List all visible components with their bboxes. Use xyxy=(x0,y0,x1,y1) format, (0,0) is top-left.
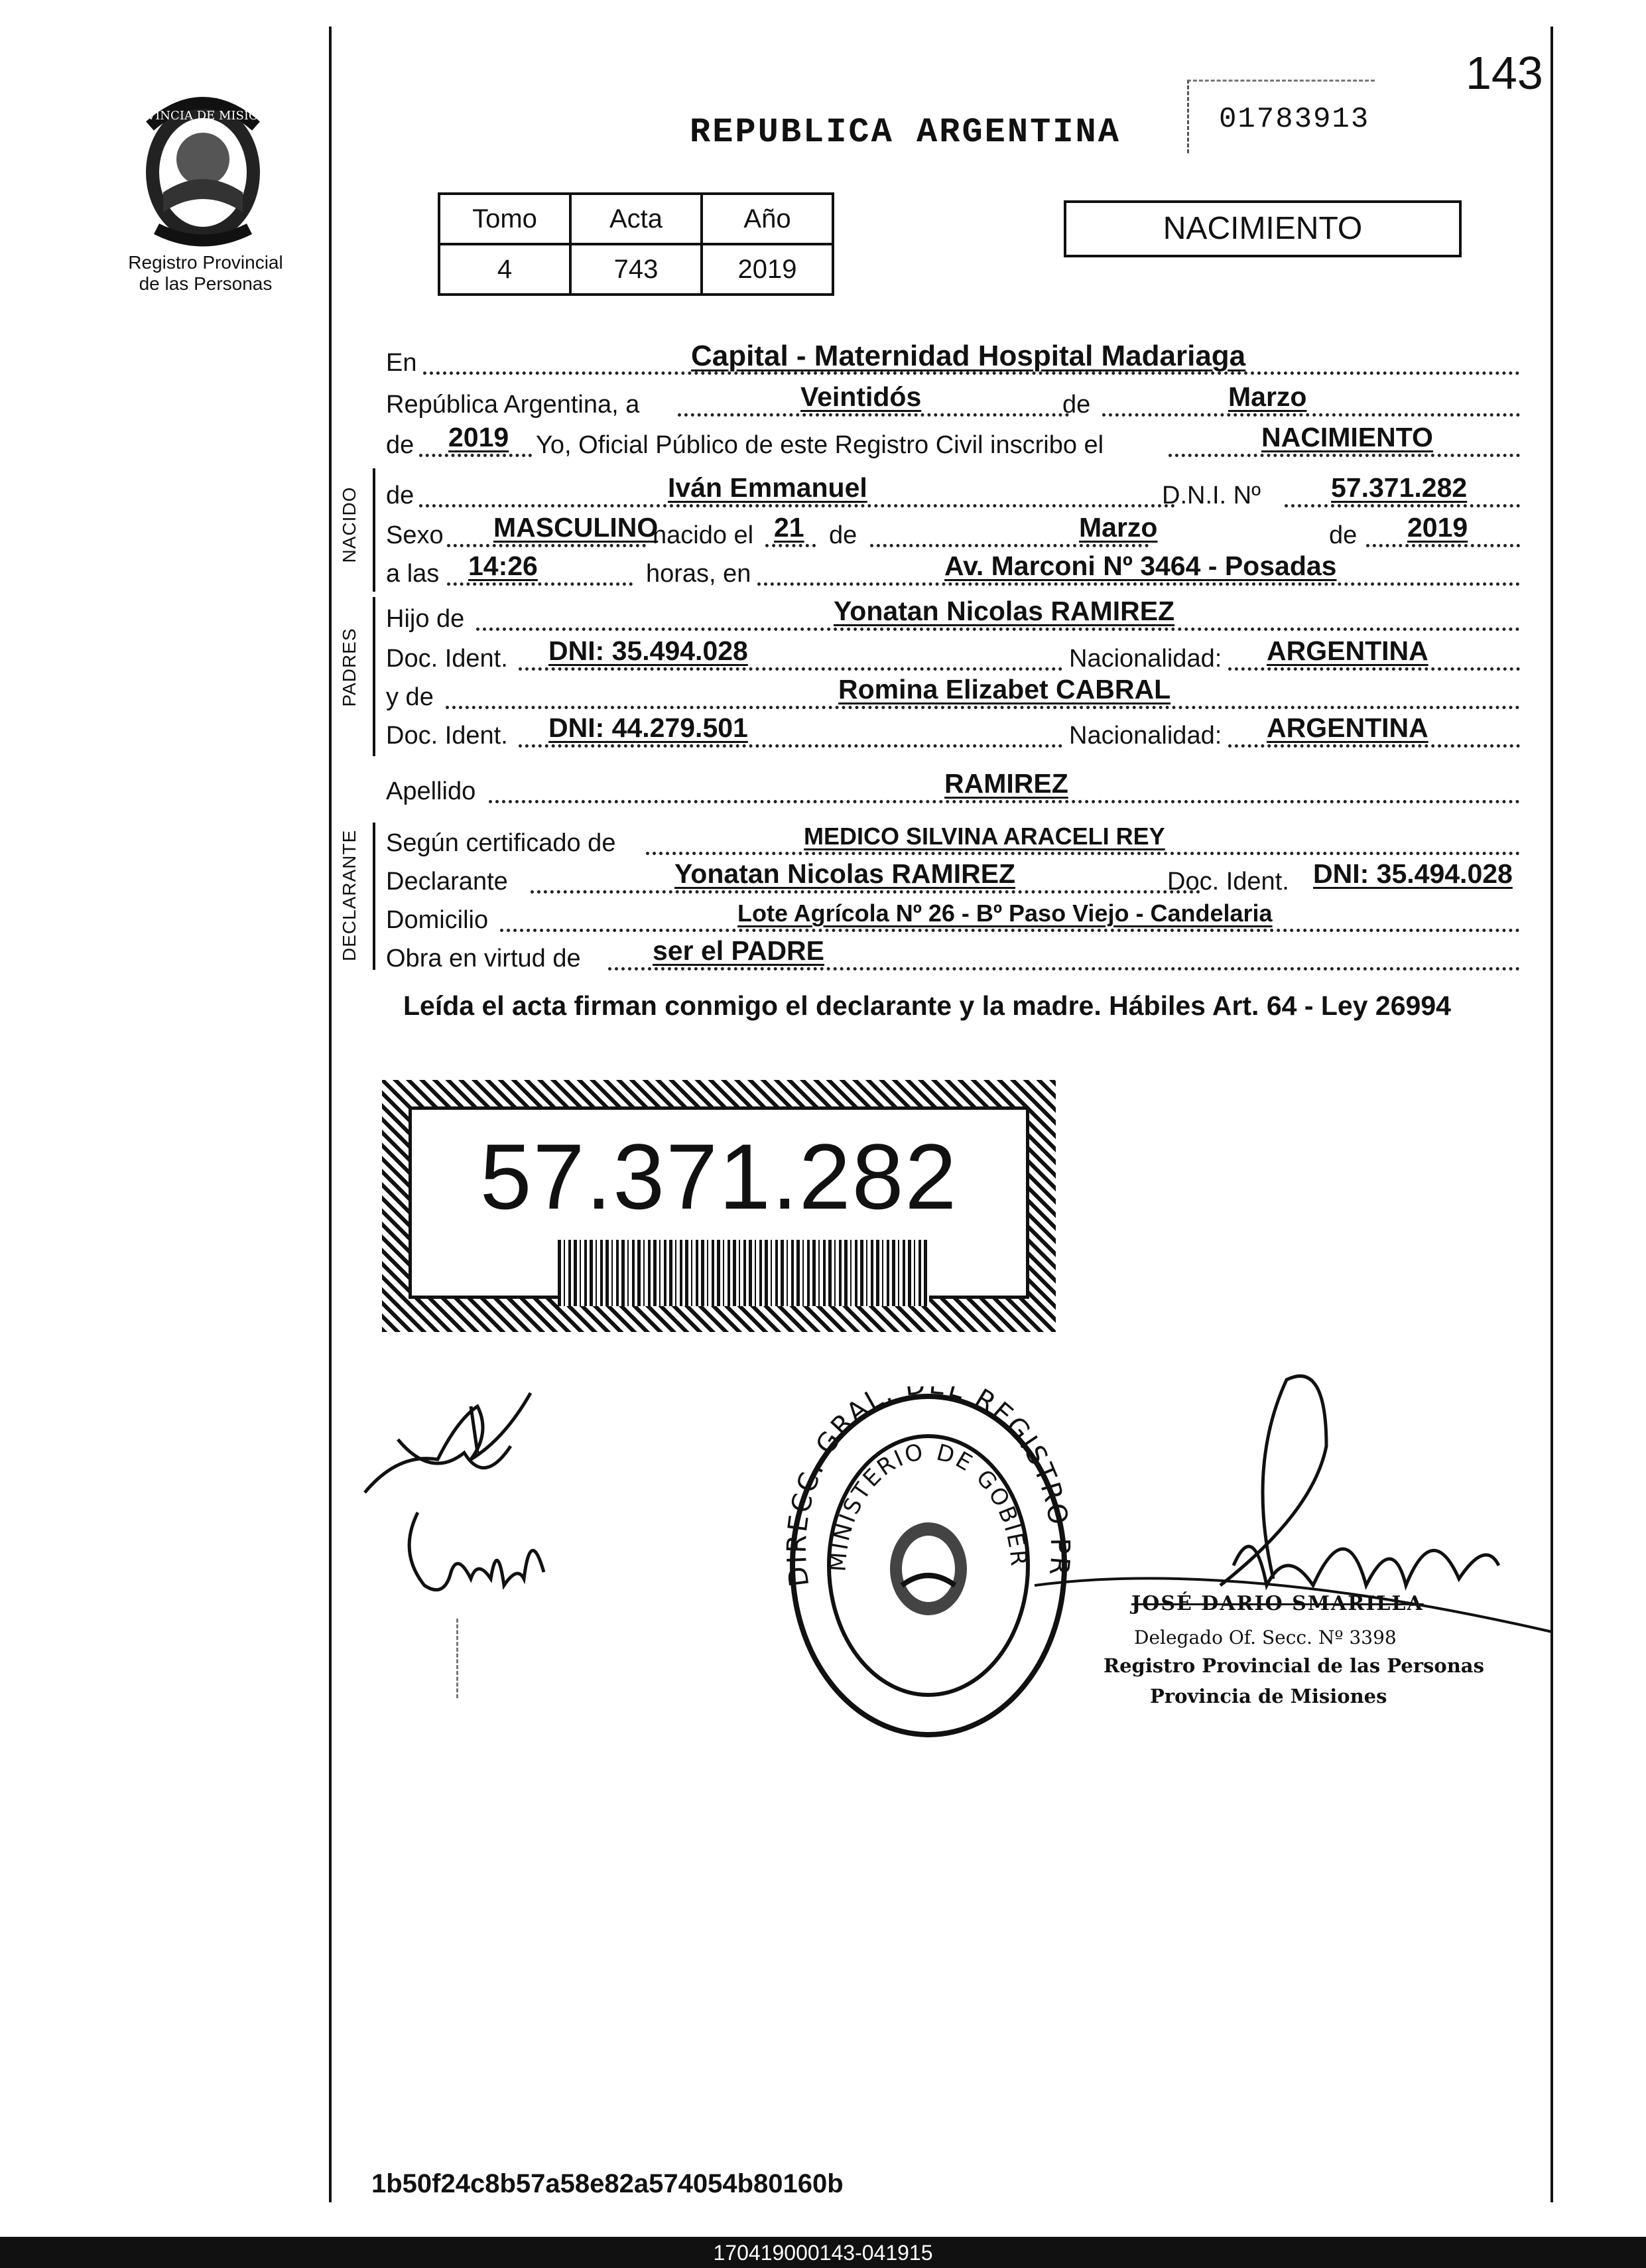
year-value: 2019 xyxy=(448,422,509,452)
anio-value: 2019 xyxy=(702,244,833,295)
barcode xyxy=(558,1240,929,1306)
row-father-doc xyxy=(386,635,1520,674)
declarante-side-label: DECLARANTE xyxy=(339,829,359,961)
declarante-value: Yonatan Nicolas RAMIREZ xyxy=(674,858,1016,889)
birth-month-value: Marzo xyxy=(1079,512,1158,543)
dni-label: D.N.I. Nº xyxy=(1162,482,1261,509)
dni-number-box xyxy=(382,1080,1056,1332)
dots xyxy=(870,544,1149,547)
cert-label: Según certificado de xyxy=(386,829,616,857)
footer-code: 170419000143-041915 xyxy=(713,2241,933,2265)
official-registry: Registro Provincial de las Personas xyxy=(1104,1654,1484,1677)
mother-dni-value: DNI: 44.279.501 xyxy=(548,712,748,743)
declarante-dni-value: DNI: 35.494.028 xyxy=(1313,858,1513,889)
y-de-label: y de xyxy=(386,683,434,711)
dots xyxy=(1102,413,1520,417)
dots xyxy=(519,744,1062,748)
dots xyxy=(678,413,1069,417)
acta-header: Acta xyxy=(570,194,702,244)
dots xyxy=(1228,744,1520,748)
dni-box-inner xyxy=(409,1106,1029,1299)
mother-name-value: Romina Elizabet CABRAL xyxy=(838,674,1171,704)
coat-text-top: PROVINCIA DE MISIONES xyxy=(120,109,286,123)
padres-side-label: PADRES xyxy=(339,628,359,707)
domicilio-value: Lote Agrícola Nº 26 - Bº Paso Viejo - Candelaria xyxy=(737,900,1273,927)
apellido-label: Apellido xyxy=(386,777,476,805)
domicilio-label: Domicilio xyxy=(386,906,489,934)
dots xyxy=(757,582,1520,586)
month-value: Marzo xyxy=(1228,381,1307,412)
apellido-value: RAMIREZ xyxy=(944,768,1068,799)
registry-name-line1: Registro Provincial xyxy=(128,252,283,273)
nacido-de-label: de xyxy=(386,482,414,509)
dots xyxy=(419,504,1175,507)
row-certificado xyxy=(386,820,1520,858)
mother-nac-label: Nacionalidad: xyxy=(1069,722,1222,750)
dots xyxy=(447,544,646,547)
de-label-3: de xyxy=(1329,521,1358,549)
record-type: NACIMIENTO xyxy=(1163,211,1363,246)
official-seal xyxy=(783,1386,1074,1745)
row-year xyxy=(386,422,1520,460)
dots xyxy=(1366,544,1520,547)
birth-year-value: 2019 xyxy=(1407,512,1468,543)
obra-value: ser el PADRE xyxy=(653,935,825,966)
declarante-label: Declarante xyxy=(386,868,508,896)
hijo-de-label: Hijo de xyxy=(386,605,465,633)
tomo-value: 4 xyxy=(439,244,570,295)
row-en xyxy=(386,340,1520,378)
row-domicilio xyxy=(386,897,1520,935)
father-dni-value: DNI: 35.494.028 xyxy=(548,635,748,666)
hora-value: 14:26 xyxy=(468,551,538,581)
day-words-value: Veintidós xyxy=(800,381,922,412)
horas-en-label: horas, en xyxy=(646,560,751,588)
official-name: JOSÉ DARIO SMARILLA xyxy=(1131,1592,1424,1615)
obra-label: Obra en virtud de xyxy=(386,945,581,972)
row-sexo xyxy=(386,512,1520,551)
mother-doc-label: Doc. Ident. xyxy=(386,722,508,750)
dots xyxy=(489,800,1520,803)
row-apellido xyxy=(386,768,1520,807)
inscribo-text: Yo, Oficial Público de este Registro Civil inscribo el xyxy=(536,431,1104,459)
nacido-el-label: nacido el xyxy=(653,521,754,549)
document-hash: 1b50f24c8b57a58e82a574054b80160b xyxy=(371,2169,844,2198)
hora-label: a las xyxy=(386,560,440,588)
nacido-side-label: NACIDO xyxy=(339,486,359,563)
registry-name-line2: de las Personas xyxy=(139,273,273,294)
record-table xyxy=(438,192,834,296)
official-province: Provincia de Misiones xyxy=(1150,1685,1387,1707)
father-nac-label: Nacionalidad: xyxy=(1069,645,1222,673)
mother-signature xyxy=(398,1499,564,1605)
sexo-value: MASCULINO xyxy=(493,512,659,543)
dots xyxy=(765,544,816,547)
child-dni-value: 57.371.282 xyxy=(1331,472,1468,503)
serial-number: 01783913 xyxy=(1219,103,1370,136)
page-number: 143 xyxy=(1466,47,1543,99)
row-republica xyxy=(386,381,1520,420)
place-value: Capital - Maternidad Hospital Madariaga xyxy=(691,340,1246,372)
row-father xyxy=(386,596,1520,634)
child-name-value: Iván Emmanuel xyxy=(668,472,867,503)
dots xyxy=(531,890,1200,894)
dots xyxy=(608,967,1520,970)
dashed-guide xyxy=(456,1619,458,1698)
mother-nationality-value: ARGENTINA xyxy=(1267,712,1428,743)
row-mother-doc xyxy=(386,712,1520,751)
dni-big-number: 57.371.282 xyxy=(479,1124,958,1229)
address-value: Av. Marconi Nº 3464 - Posadas xyxy=(944,551,1337,581)
row-declarante xyxy=(386,858,1520,897)
declarante-section-bar xyxy=(373,823,375,970)
anio-header: Año xyxy=(702,194,833,244)
footer-bar xyxy=(0,2237,1646,2268)
seal-inner-text: MINISTERIO DE GOBIER xyxy=(824,1438,1033,1573)
row-nacido-name xyxy=(386,472,1520,511)
en-label: En xyxy=(386,349,417,377)
dots xyxy=(419,454,532,457)
father-nationality-value: ARGENTINA xyxy=(1267,635,1428,666)
dots xyxy=(646,852,1520,855)
dots xyxy=(1285,504,1520,507)
sexo-label: Sexo xyxy=(386,521,444,549)
country-title: REPUBLICA ARGENTINA xyxy=(690,113,1121,152)
province-coat-of-arms xyxy=(120,86,286,252)
row-obra xyxy=(386,935,1520,974)
dots xyxy=(1169,454,1520,457)
closing-statement: Leída el acta firman conmigo el declarante y la madre. Hábiles Art. 64 - Ley 26994 xyxy=(403,990,1451,1021)
father-doc-label: Doc. Ident. xyxy=(386,645,508,673)
acta-value: 743 xyxy=(570,244,702,295)
dots xyxy=(447,582,633,586)
dots xyxy=(500,929,1520,932)
dots xyxy=(446,706,1520,709)
padres-section-bar xyxy=(373,597,375,756)
right-margin-line xyxy=(1551,27,1553,2202)
nacido-section-bar xyxy=(373,468,375,592)
cert-value: MEDICO SILVINA ARACELI REY xyxy=(804,823,1165,850)
tomo-header: Tomo xyxy=(439,194,570,244)
birth-day-value: 21 xyxy=(774,512,804,543)
decl-doc-label: Doc. Ident. xyxy=(1167,868,1289,896)
de-label-2: de xyxy=(829,521,857,549)
event-value: NACIMIENTO xyxy=(1261,422,1433,452)
seal-outer-text: DIRECC. GRAL. L REGISTRO PR xyxy=(783,1386,1074,1589)
serial-number-box xyxy=(1187,80,1375,153)
row-mother xyxy=(386,674,1520,712)
official-role: Delegado Of. Secc. Nº 3398 xyxy=(1134,1627,1397,1648)
dots xyxy=(476,628,1520,631)
de-label: de xyxy=(1062,391,1091,419)
dots xyxy=(519,667,1062,671)
dots xyxy=(1228,667,1520,671)
republica-label: República Argentina, a xyxy=(386,391,640,419)
record-type-box xyxy=(1064,200,1462,257)
row-hora xyxy=(386,551,1520,589)
father-name-value: Yonatan Nicolas RAMIREZ xyxy=(834,596,1175,626)
left-margin-line xyxy=(329,27,332,2202)
year-prefix: de xyxy=(386,431,414,459)
